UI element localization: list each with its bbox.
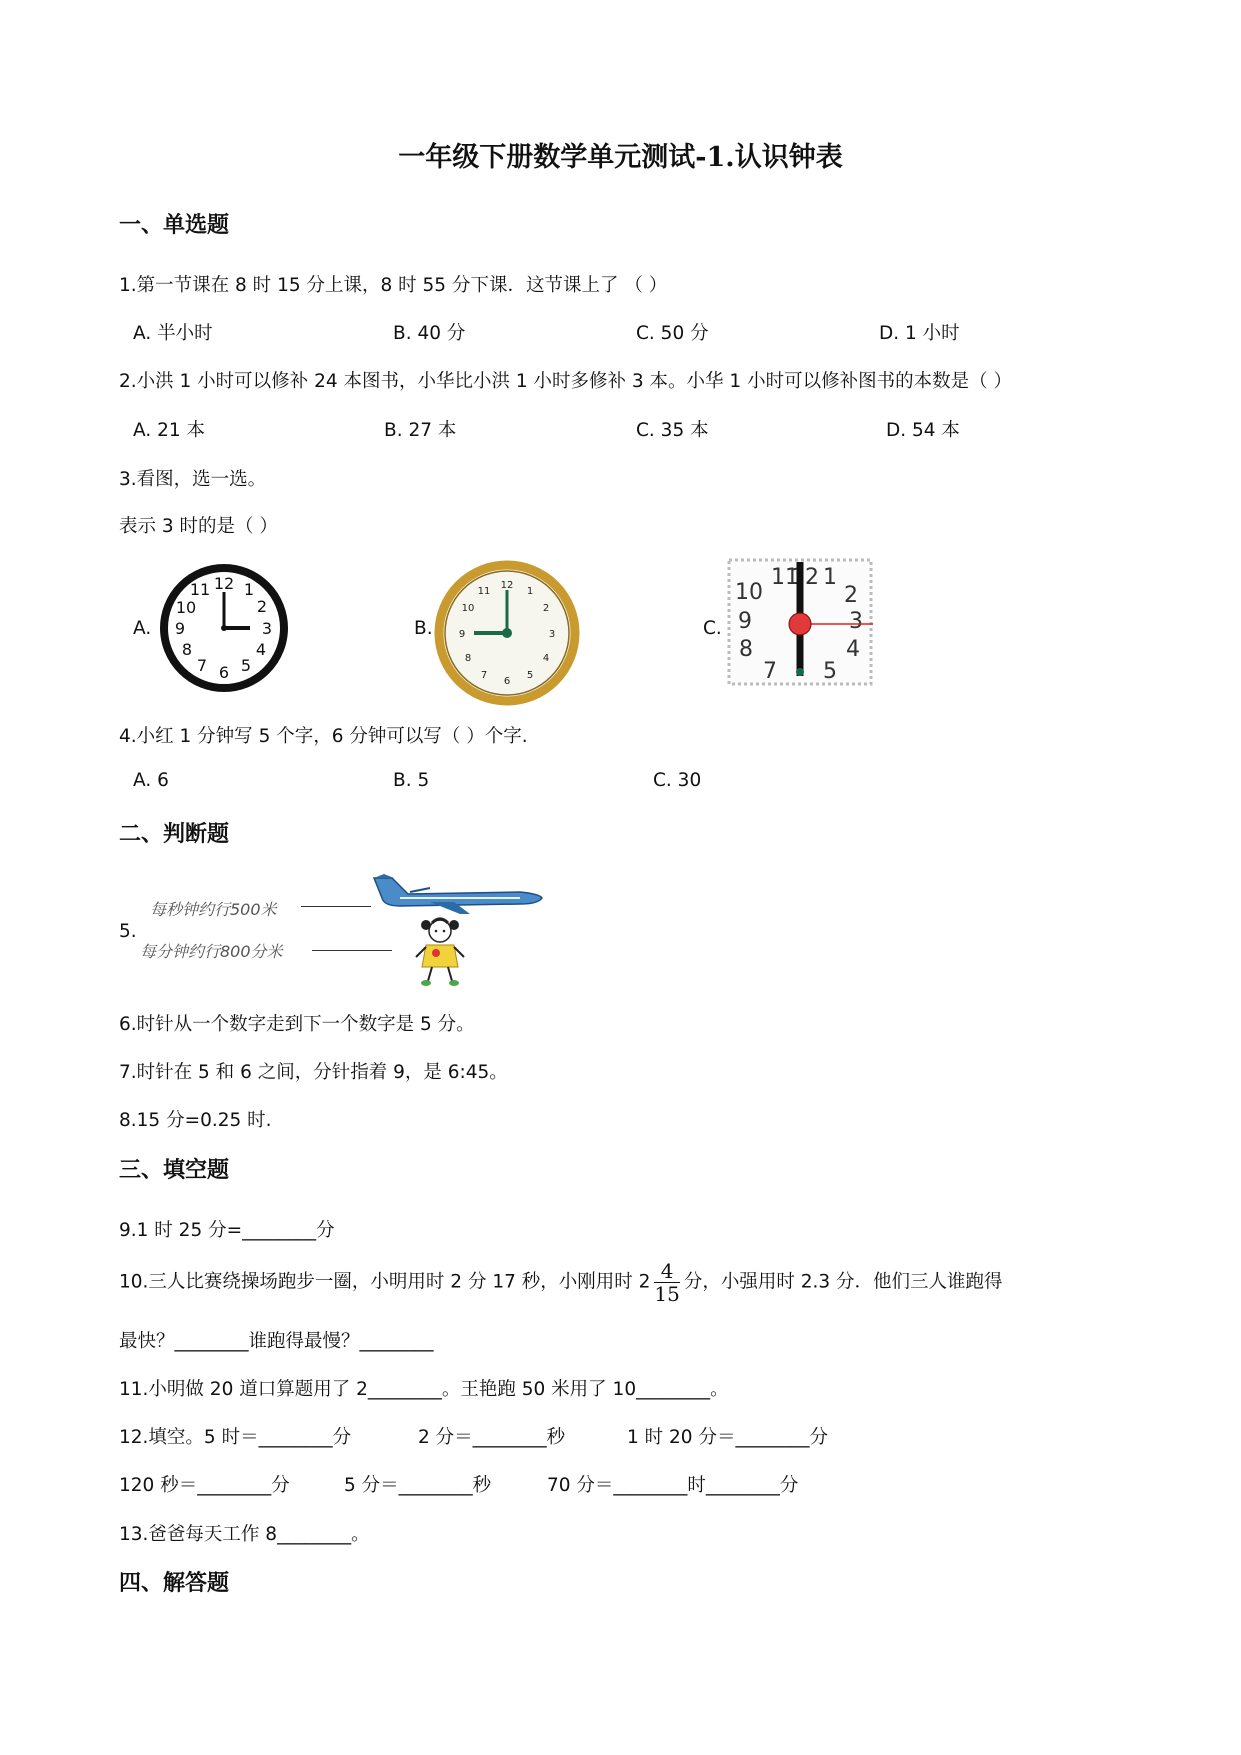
clock-c-number: 4 — [846, 637, 860, 662]
q2-option-c: C. 35 本 — [636, 420, 709, 441]
q2-option-a: A. 21 本 — [133, 420, 206, 441]
clock-a-number: 9 — [174, 619, 186, 638]
clock-b-image — [434, 560, 580, 706]
question-9: 9.1 时 25 分=________分 — [119, 1220, 335, 1241]
clock-c-number: 10 — [735, 580, 763, 605]
question-12-d: 120 秒＝________分 — [119, 1475, 290, 1496]
q1-option-b: B. 40 分 — [393, 323, 466, 344]
q10-fraction-denominator: 15 — [654, 1282, 680, 1306]
clock-c-number: 7 — [763, 659, 777, 684]
clock-b-number: 10 — [461, 603, 475, 614]
q1-option-a: A. 半小时 — [133, 323, 213, 344]
q3-label-b: B. — [414, 618, 433, 639]
clock-b-number: 11 — [477, 586, 491, 597]
section-heading-single-choice: 一、单选题 — [119, 212, 230, 238]
q1-option-d: D. 1 小时 — [879, 323, 960, 344]
q3-label-c: C. — [703, 618, 722, 639]
clock-b-number: 5 — [526, 670, 534, 681]
q3-label-a: A. — [133, 618, 152, 639]
clock-a-number: 5 — [240, 656, 252, 675]
clock-b-number: 3 — [548, 629, 556, 640]
question-2: 2.小洪 1 小时可以修补 24 本图书，小华比小洪 1 小时多修补 3 本。小华 1 小时可以修补图书的本数是（ ） — [119, 371, 1012, 392]
q5-connector-2 — [312, 950, 392, 951]
question-12-a: 12.填空。5 时＝________分 — [119, 1427, 352, 1448]
clock-a-number: 2 — [256, 597, 268, 616]
section-heading-answer: 四、解答题 — [119, 1570, 230, 1596]
clock-c-number: 8 — [739, 637, 753, 662]
question-12-b: 2 分＝________秒 — [418, 1427, 566, 1448]
clock-a-number: 4 — [255, 640, 267, 659]
clock-c-number: 9 — [738, 609, 752, 634]
clock-a-number: 10 — [175, 598, 197, 617]
q10-fraction-numerator: 4 — [654, 1261, 679, 1283]
child-walking-image — [410, 915, 470, 987]
q4-option-c: C. 30 — [653, 770, 702, 791]
clock-b-number: 2 — [542, 603, 550, 614]
q4-option-b: B. 5 — [393, 770, 430, 791]
clock-b-number: 4 — [542, 653, 550, 664]
clock-a-number: 6 — [218, 663, 230, 682]
clock-a-number: 1 — [243, 580, 255, 599]
question-12-f: 70 分＝________时________分 — [547, 1475, 799, 1496]
question-10-line-2: 最快？________谁跑得最慢？________ — [119, 1331, 434, 1352]
question-6: 6.时针从一个数字走到下一个数字是 5 分。 — [119, 1014, 475, 1035]
q5-line-2: 每分钟约行800分米 — [140, 942, 283, 961]
question-12-c: 1 时 20 分＝________分 — [627, 1427, 828, 1448]
clock-a-number: 11 — [189, 580, 211, 599]
clock-a-number: 3 — [261, 619, 273, 638]
question-7: 7.时针在 5 和 6 之间，分针指着 9，是 6:45。 — [119, 1062, 508, 1083]
q2-option-d: D. 54 本 — [886, 420, 960, 441]
q2-option-b: B. 27 本 — [384, 420, 457, 441]
clock-b-number: 8 — [464, 653, 472, 664]
clock-c-number: 3 — [849, 609, 863, 634]
q4-option-a: A. 6 — [133, 770, 169, 791]
clock-a-number: 12 — [213, 574, 235, 593]
clock-c-number: 5 — [823, 659, 837, 684]
question-5-number: 5. — [119, 921, 137, 942]
question-13: 13.爸爸每天工作 8________。 — [119, 1524, 370, 1545]
clock-a-number: 7 — [196, 656, 208, 675]
clock-b-number: 1 — [526, 586, 534, 597]
clock-c-number: 2 — [844, 583, 858, 608]
question-3-sub: 表示 3 时的是（ ） — [119, 516, 278, 537]
question-8: 8.15 分=0.25 时. — [119, 1110, 272, 1131]
q10-text-post: 分，小强用时 2.3 分．他们三人谁跑得 — [683, 1271, 1003, 1293]
question-10 — [119, 1261, 1003, 1304]
q5-line-1: 每秒钟约行500米 — [150, 900, 277, 919]
section-heading-fill-blank: 三、填空题 — [119, 1157, 230, 1183]
clock-b-number: 12 — [500, 580, 514, 591]
question-11: 11.小明做 20 道口算题用了 2________。王艳跑 50 米用了 10________。 — [119, 1379, 729, 1400]
question-3: 3.看图，选一选。 — [119, 469, 267, 490]
clock-a-image — [158, 562, 290, 694]
question-1: 1.第一节课在 8 时 15 分上课，8 时 55 分下课．这节课上了 （ ） — [119, 275, 668, 296]
clock-c-number: 1 — [823, 565, 837, 590]
question-12-e: 5 分＝________秒 — [344, 1475, 492, 1496]
clock-a-number: 8 — [181, 640, 193, 659]
question-4: 4.小红 1 分钟写 5 个字，6 分钟可以写（ ）个字. — [119, 726, 528, 747]
section-heading-judgement: 二、判断题 — [119, 821, 230, 847]
clock-b-number: 7 — [480, 670, 488, 681]
clock-b-number: 9 — [458, 629, 466, 640]
airplane-image — [370, 868, 545, 916]
q10-text-pre: 10.三人比赛绕操场跑步一圈，小明用时 2 分 17 秒，小刚用时 2 — [119, 1271, 651, 1293]
q10-fraction — [654, 1261, 679, 1304]
page-title: 一年级下册数学单元测试-1.认识钟表 — [398, 142, 843, 173]
clock-c-number: 11 — [771, 565, 799, 590]
clock-b-number: 6 — [503, 676, 511, 687]
q5-connector-1 — [301, 906, 371, 907]
clock-c-image — [725, 556, 875, 688]
clock-c-number: 12 — [791, 565, 819, 590]
q1-option-c: C. 50 分 — [636, 323, 709, 344]
